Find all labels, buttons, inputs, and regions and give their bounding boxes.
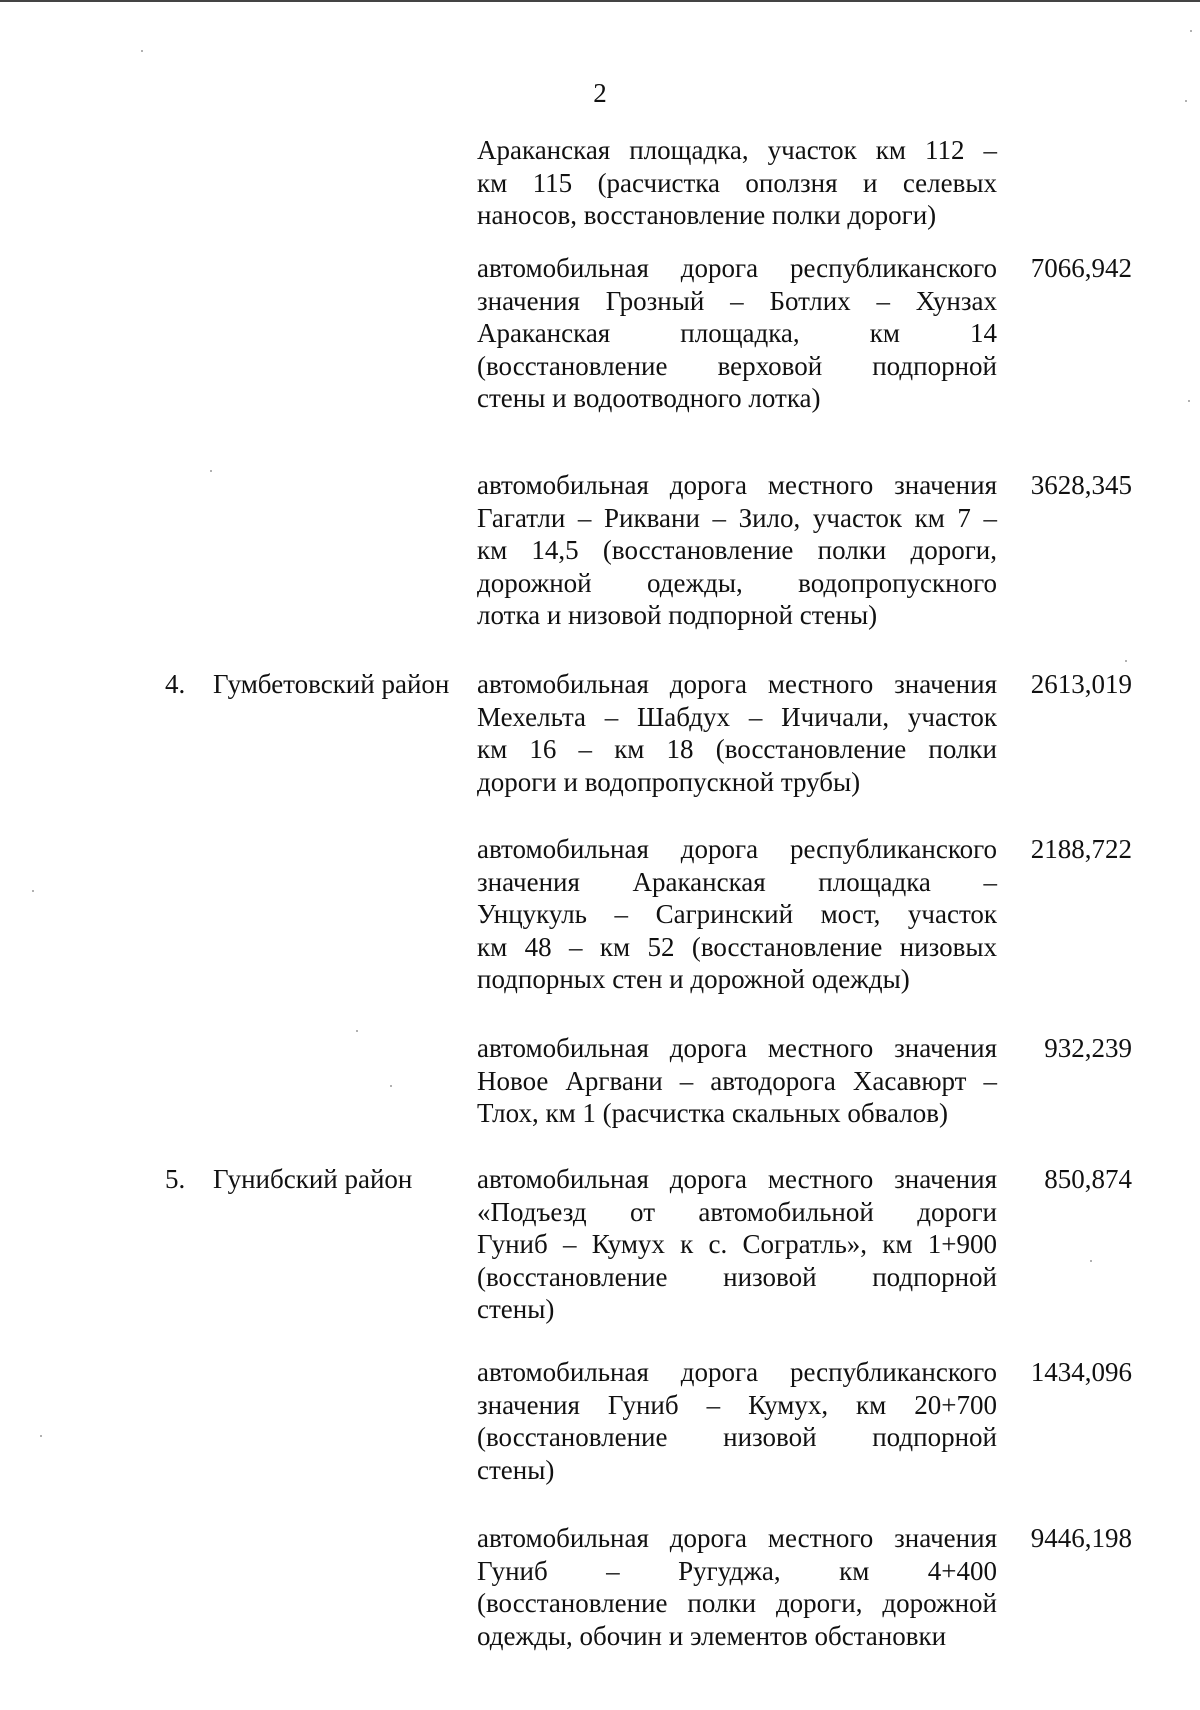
entry-description — [477, 1522, 997, 1652]
scan-speck — [1190, 30, 1192, 32]
scan-speck — [210, 470, 212, 472]
entry-description-line: стены) — [477, 1454, 555, 1485]
entry-amount: 932,239 — [1044, 1033, 1132, 1063]
entry-description-line: Араканская площадка, участок км 112 – — [477, 135, 997, 165]
entry-description-line: значения Гуниб – Кумух, км 20+700 — [477, 1389, 997, 1420]
entry-amount: 1434,096 — [1030, 1357, 1132, 1387]
scan-speck — [390, 1085, 392, 1087]
entry-row — [0, 1032, 1200, 1132]
entry-amount: 850,874 — [1044, 1164, 1132, 1194]
scan-speck — [40, 1435, 42, 1437]
entry-number: 5. — [165, 1164, 186, 1194]
entry-description-line: дороги и водопропускной трубы) — [477, 766, 861, 797]
entry-amount: 9446,198 — [1030, 1523, 1132, 1553]
entry-description-line: подпорных стен и дорожной одежды) — [477, 964, 910, 994]
entry-description-line: Гуниб – Ругуджа, км 4+400 — [477, 1555, 997, 1586]
entry-row — [0, 1522, 1200, 1654]
entry-description-line: (восстановление верховой подпорной — [477, 350, 997, 381]
entry-description — [477, 1032, 997, 1130]
entry-row — [0, 469, 1200, 634]
entry-description-line: Араканская площадка, км 14 — [477, 318, 997, 348]
entry-description — [477, 833, 997, 996]
entry-amount: 3628,345 — [1030, 470, 1132, 500]
top-scan-edge — [0, 0, 1200, 2]
entry-description-line: дорожной одежды, водопропускного — [477, 567, 997, 598]
entry-amount: 2613,019 — [1030, 669, 1132, 699]
scan-speck — [356, 1030, 358, 1032]
entry-description-line: автомобильная дорога местного значения — [477, 669, 997, 699]
entry-number: 4. — [165, 669, 186, 699]
entry-row — [0, 252, 1200, 417]
entry-row — [0, 134, 1200, 234]
entry-description-line: значения Грозный – Ботлих – Хунзах — [477, 285, 997, 316]
entry-row — [0, 1356, 1200, 1488]
entry-description-line: (восстановление низовой подпорной — [477, 1422, 997, 1452]
page-number: 2 — [593, 78, 607, 108]
scan-speck — [1090, 1260, 1092, 1262]
entry-description-line: стены) — [477, 1294, 555, 1324]
entry-description-line: «Подъезд от автомобильной дороги — [477, 1196, 997, 1227]
entry-description-line: стены и водоотводного лотка) — [477, 383, 821, 413]
scan-speck — [1188, 400, 1190, 402]
entry-description-line: автомобильная дорога республиканского — [477, 253, 997, 283]
entry-description-line: км 48 – км 52 (восстановление низовых — [477, 931, 997, 962]
entry-amount: 7066,942 — [1030, 253, 1132, 283]
entry-description — [477, 1356, 997, 1486]
entry-description-line: автомобильная дорога местного значения — [477, 1033, 997, 1063]
entry-description — [477, 252, 997, 415]
entry-description-line: автомобильная дорога республиканского — [477, 1357, 997, 1387]
entry-description-line: автомобильная дорога местного значения — [477, 1523, 997, 1553]
entry-description-line: лотка и низовой подпорной стены) — [477, 600, 878, 630]
entry-row — [0, 833, 1200, 998]
entry-description-line: (восстановление низовой подпорной — [477, 1261, 997, 1292]
scan-speck — [1125, 660, 1127, 662]
entry-description — [477, 1163, 997, 1326]
entry-description-line: Гагатли – Риквани – Зило, участок км 7 – — [477, 502, 997, 533]
entry-description — [477, 134, 997, 232]
entry-description-line: Новое Аргвани – автодорога Хасавюрт – — [477, 1065, 997, 1096]
entry-description-line: Тлох, км 1 (расчистка скальных обвалов) — [477, 1098, 948, 1128]
entry-description — [477, 469, 997, 632]
entry-description-line: Гуниб – Кумух к с. Согратль», км 1+900 — [477, 1229, 997, 1259]
entry-amount: 2188,722 — [1030, 834, 1132, 864]
entry-description-line: автомобильная дорога республиканского — [477, 834, 997, 864]
entry-row — [0, 1163, 1200, 1328]
entry-description-line: наносов, восстановление полки дороги) — [477, 200, 937, 230]
entry-description-line: км 14,5 (восстановление полки дороги, — [477, 535, 997, 565]
entry-description-line: автомобильная дорога местного значения — [477, 470, 997, 500]
scan-speck — [1185, 100, 1187, 102]
entry-description-line: км 115 (расчистка оползня и селевых — [477, 167, 997, 198]
entry-district: Гунибский район — [213, 1164, 413, 1194]
entry-description — [477, 668, 997, 798]
entry-description-line: км 16 – км 18 (восстановление полки — [477, 734, 997, 764]
entry-description-line: Мехельта – Шабдух – Ичичали, участок — [477, 701, 997, 732]
entry-district: Гумбетовский район — [213, 669, 450, 699]
scan-speck — [32, 890, 34, 892]
entry-description-line: Унцукуль – Сагринский мост, участок — [477, 899, 997, 929]
entry-description-line: значения Араканская площадка – — [477, 866, 997, 897]
entry-description-line: (восстановление полки дороги, дорожной — [477, 1588, 997, 1618]
entry-description-line: автомобильная дорога местного значения — [477, 1164, 997, 1194]
scan-speck — [141, 50, 143, 52]
entry-description-line: одежды, обочин и элементов обстановки — [477, 1620, 947, 1651]
entry-row — [0, 668, 1200, 800]
